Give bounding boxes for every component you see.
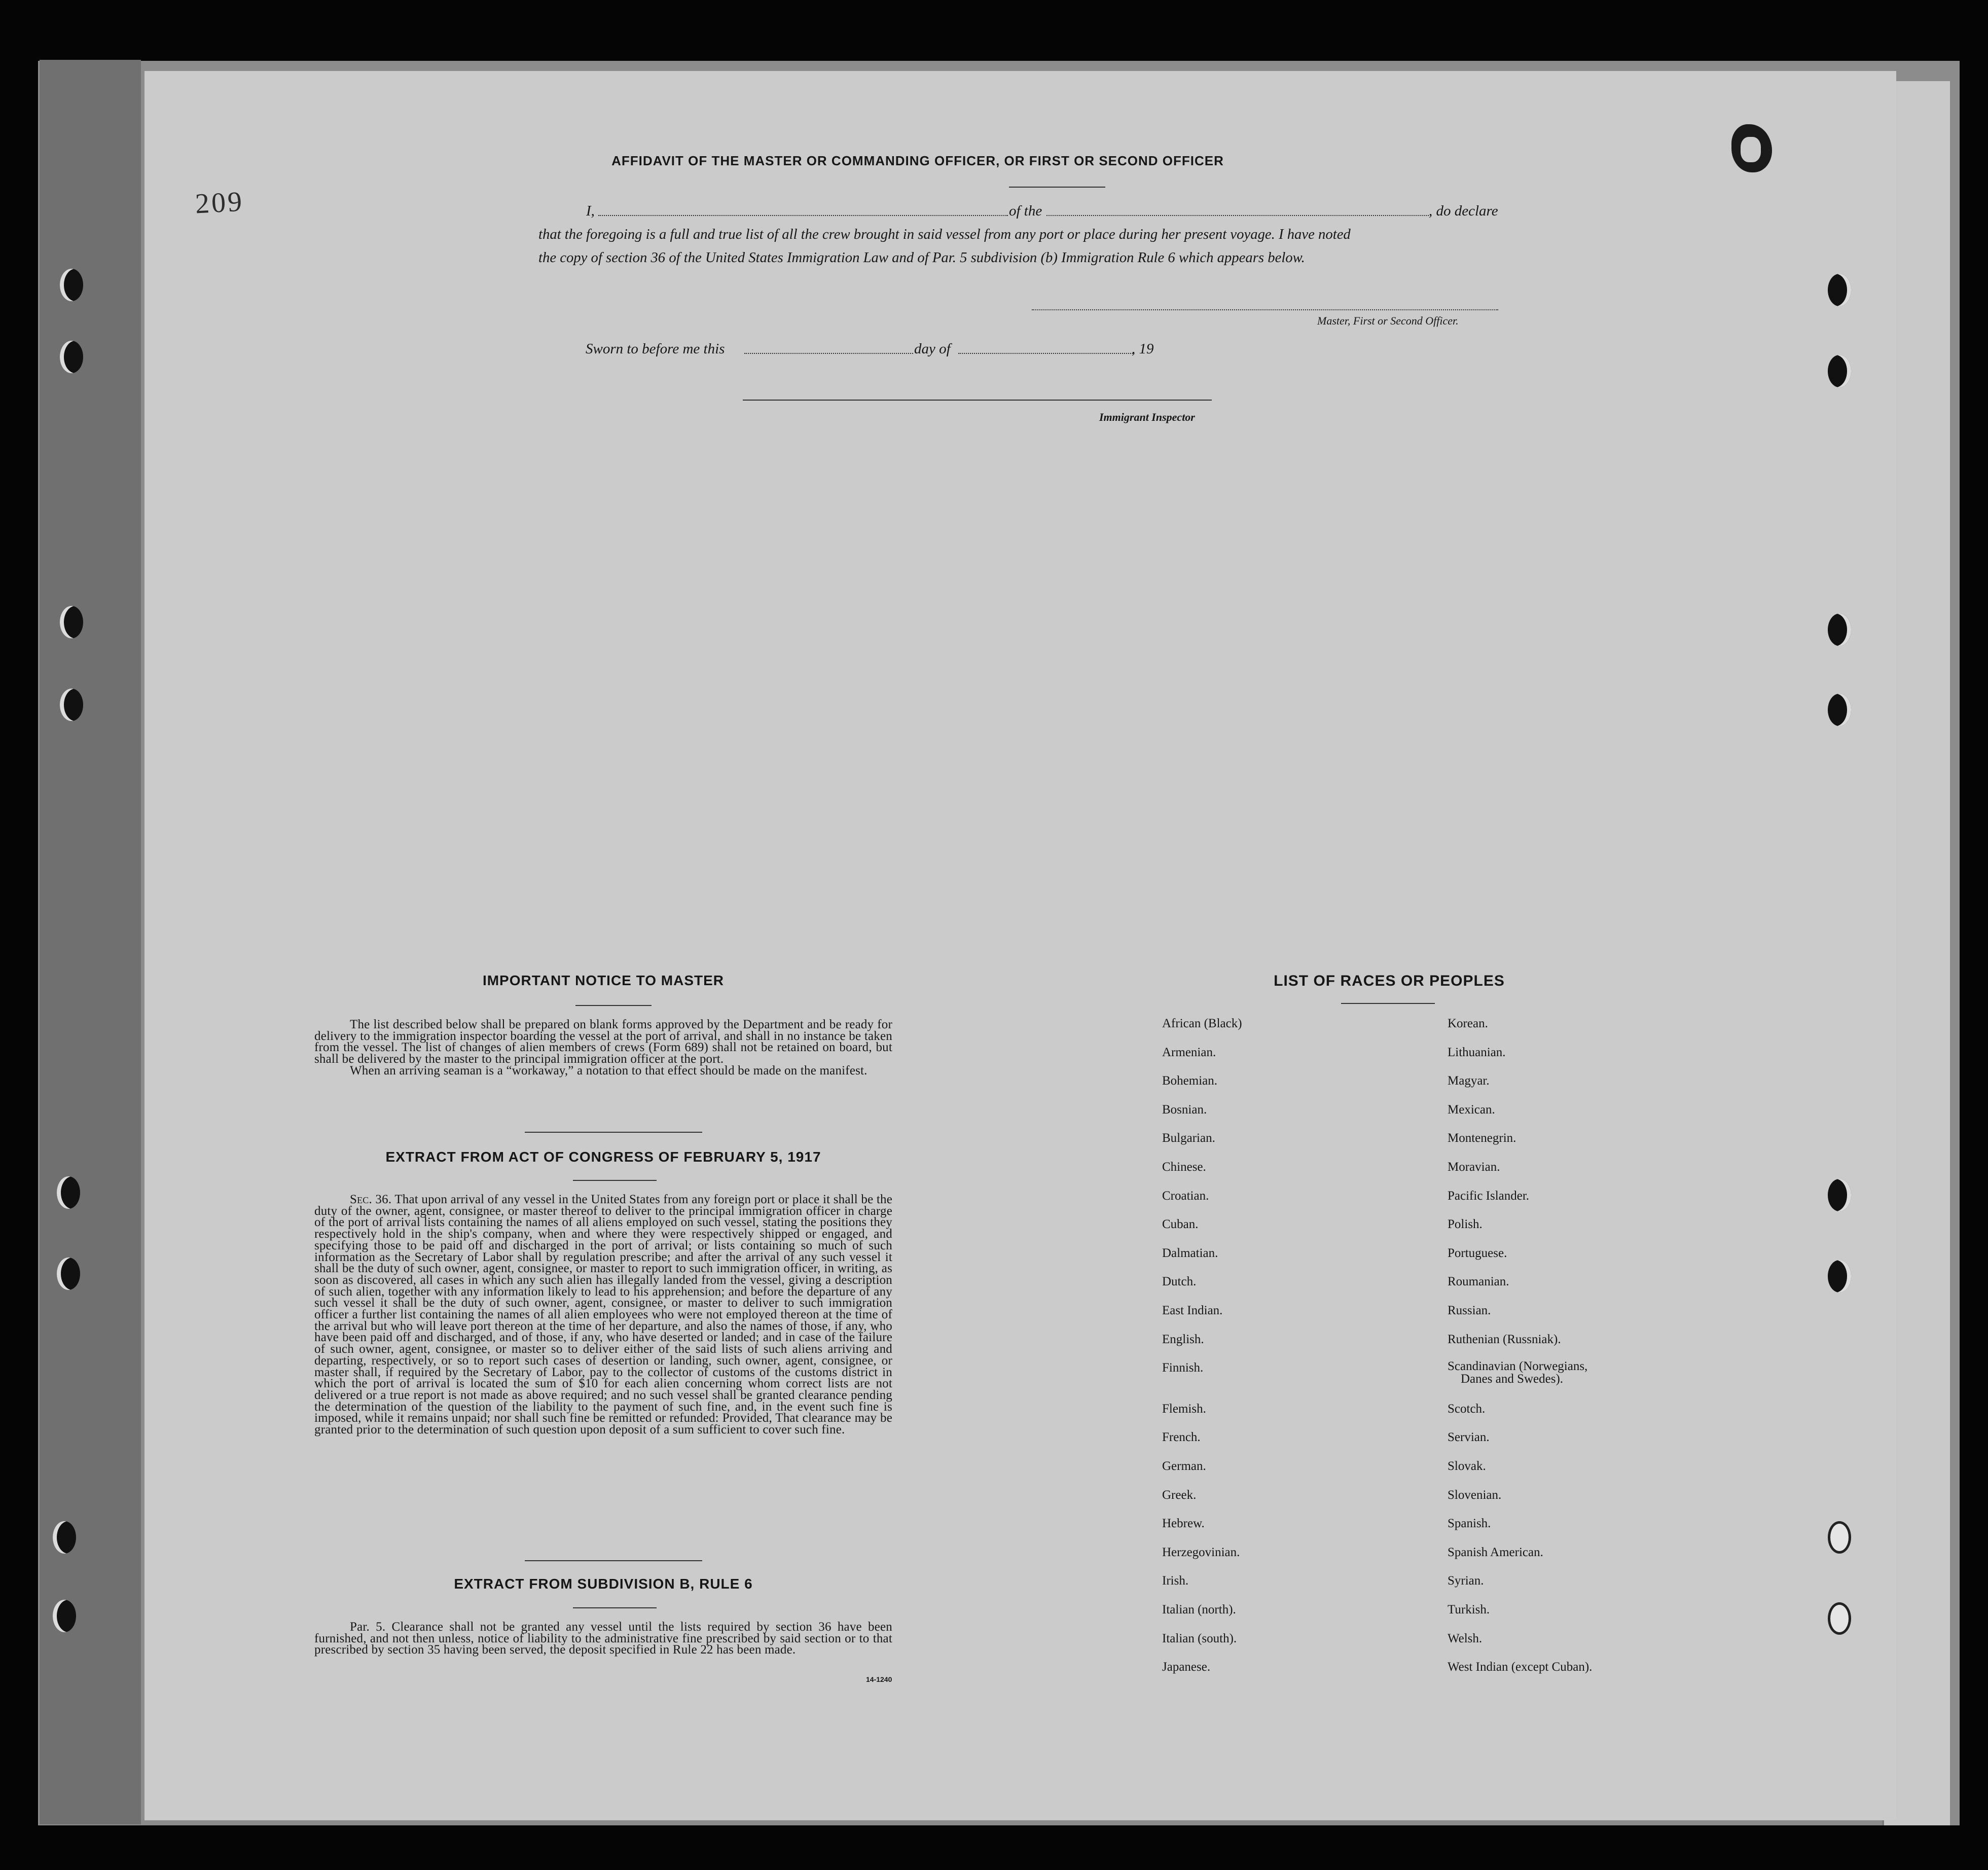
race-item: Bosnian. (1162, 1102, 1207, 1117)
race-item: French. (1162, 1430, 1201, 1445)
punch-hole-icon (60, 606, 83, 638)
race-item: Herzegovinian. (1162, 1545, 1240, 1559)
act-heading: EXTRACT FROM ACT OF CONGRESS OF FEBRUARY 5, 1917 (385, 1149, 821, 1165)
race-item: Scotch. (1448, 1401, 1486, 1416)
punch-hole-icon (60, 689, 83, 721)
affidavit-of-the: of the (1009, 203, 1042, 219)
rule-text: Par. 5. Clearance shall not be granted any vessel until the lists required by section 36 have been furnished, and not then unless, notice of liability to the administrative fine prescribed by said section or to that prescribed by section 35 having been served, the deposit specified in Rule 22 has been made. (314, 1620, 892, 1657)
section-divider (525, 1560, 702, 1561)
race-item: Cuban. (1162, 1217, 1199, 1232)
race-item: Bulgarian. (1162, 1131, 1215, 1145)
punch-hole-icon (1828, 355, 1851, 387)
race-item: Montenegrin. (1448, 1131, 1516, 1145)
race-item: Polish. (1448, 1217, 1483, 1232)
punch-hole-icon (1828, 614, 1851, 646)
race-item: Spanish. (1448, 1517, 1491, 1531)
race-item: Italian (north). (1162, 1603, 1236, 1616)
race-item: Hebrew. (1162, 1517, 1205, 1531)
rule-heading: EXTRACT FROM SUBDIVISION B, RULE 6 (454, 1576, 753, 1592)
race-item: African (Black) (1162, 1017, 1242, 1030)
race-item: Spanish American. (1448, 1545, 1543, 1559)
race-item: East Indian. (1162, 1304, 1223, 1317)
affidavit-line2: that the foregoing is a full and true list of all the crew brought in said vessel from any port or place during her present voyage. I have noted (538, 226, 1351, 242)
page-stamp-number: 209 (194, 186, 245, 220)
punch-hole-icon (1828, 1179, 1851, 1211)
sworn-day-blank (744, 353, 913, 354)
race-item: Syrian. (1448, 1574, 1484, 1588)
section-divider (525, 1132, 702, 1133)
rule-divider (573, 1607, 657, 1608)
punch-hole-icon (60, 269, 83, 301)
day-of-label: day of (914, 341, 951, 357)
punch-hole-icon (53, 1600, 76, 1632)
year-label: , 19 (1132, 341, 1154, 357)
race-item: Ruthenian (Russniak). (1448, 1332, 1561, 1346)
act-section-label: Sec. 36. (350, 1193, 392, 1206)
notice-paragraph-2: When an arriving seaman is a “workaway,” a notation to that effect should be made on the manifest. (350, 1063, 868, 1077)
inspector-caption: Immigrant Inspector (1099, 411, 1195, 423)
punch-hole-icon (1828, 274, 1851, 306)
race-item: Slovak. (1448, 1459, 1486, 1473)
race-item: Russian. (1448, 1304, 1491, 1317)
notice-paragraph-1: The list described below shall be prepared on blank forms approved by the Department and be ready for delivery to the immigration inspector boarding the vessel at the port of arrival, and shall in no instance be taken from the vessel. The list of changes of alien members of crews (Form 689) shall not be retained on board, but shall be delivered by the master to the principal immigration officer at the port. (314, 1018, 892, 1066)
race-item: Flemish. (1162, 1401, 1206, 1416)
affidavit-i: I, (586, 203, 595, 219)
notice-heading: IMPORTANT NOTICE TO MASTER (482, 973, 725, 988)
race-item: Mexican. (1448, 1102, 1495, 1117)
binding-strip (40, 60, 141, 1824)
sworn-month-blank (958, 353, 1133, 354)
rule-body (314, 1622, 892, 1656)
race-item: Finnish. (1162, 1361, 1204, 1375)
punch-hole-icon (1828, 1602, 1851, 1635)
title-divider (1009, 187, 1105, 188)
punch-hole-icon (60, 341, 83, 373)
race-item: Bohemian. (1162, 1074, 1218, 1088)
race-item: Pacific Islander. (1448, 1189, 1530, 1203)
race-item: Greek. (1162, 1488, 1197, 1502)
race-item: Dalmatian. (1162, 1246, 1218, 1260)
race-item: Croatian. (1162, 1189, 1209, 1203)
act-text: That upon arrival of any vessel in the United States from any foreign port or place it shall be the duty of the owner, agent, consignee, or master thereof to deliver to the principal immigration officer in charge of the port of arrival lists containing the names of all aliens employed on such vessel, stating the positions they respectively hold in the ship's company, when and where they were respectively shipped or engaged, and specifying those to be paid off and discharged in the port of arrival; or lists containing so much of such information as the Secretary of Labor shall by regulation prescribe; and after the arrival of any such vessel it shall be the duty of such owner, agent, consignee, or master to report to such immigration officer, in writing, as soon as discovered, all cases in which any such alien has illegally landed from the vessel, giving a description of such alien, together with any information likely to lead to his apprehension; and before the departure of any such vessel it shall be the duty of such owner, agent, consignee, or master to deliver to such immigration officer a further list containing the names of all alien employees who were not employed thereon at the time of the arrival but who will leave port thereon at the time of her departure, and also the names of those, if any, who have been paid off and discharged, and of those, if any, who have deserted or landed; and in case of the failure of such owner, agent, consignee, or master so to deliver either of the said lists of such aliens arriving and departing, respectively, or so to report such cases of desertion or landing, such owner, agent, consignee, or master shall, if required by the Secretary of Labor, pay to the collector of customs of the customs district in which the port of arrival is located the sum of $10 for each alien concerning whom correct lists are not delivered or a true report is not made as above required; and no such vessel shall be granted clearance pending the determination of the question of the liability to the payment of such fine, and, in the event such fine is imposed, while it remains unpaid; nor shall such fine be remitted or refunded: Provided, That clearance may be granted prior to the determination of such question upon deposit of a sum sufficient to cover such fine. (314, 1193, 893, 1437)
race-item: Chinese. (1162, 1160, 1206, 1174)
affidavit-declare: , do declare (1429, 203, 1498, 219)
name-blank (598, 215, 1008, 216)
race-item: Turkish. (1448, 1603, 1490, 1616)
affidavit-line3: the copy of section 36 of the United States Immigration Law and of Par. 5 subdivision (b) Immigration Rule 6 which appears below. (538, 249, 1305, 266)
race-item: Slovenian. (1448, 1488, 1502, 1502)
race-item: Moravian. (1448, 1160, 1500, 1174)
race-item: Armenian. (1162, 1045, 1216, 1059)
act-body (314, 1194, 892, 1436)
race-item: Welsh. (1448, 1631, 1483, 1645)
race-item: Italian (south). (1162, 1631, 1237, 1645)
punch-hole-icon (53, 1521, 76, 1554)
race-item: Danes and Swedes). (1461, 1372, 1564, 1386)
act-divider (573, 1180, 657, 1181)
sworn-label: Sworn to before me this (586, 341, 725, 357)
form-number: 14-1240 (866, 1675, 892, 1683)
notice-divider (575, 1005, 652, 1006)
race-item: Irish. (1162, 1574, 1189, 1588)
race-item: Korean. (1448, 1017, 1488, 1030)
master-caption: Master, First or Second Officer. (1317, 314, 1459, 327)
punch-hole-icon (1828, 1521, 1851, 1554)
punch-hole-icon (57, 1257, 80, 1290)
master-signature-line (1032, 309, 1498, 310)
race-item: German. (1162, 1459, 1206, 1473)
race-item: English. (1162, 1332, 1204, 1346)
race-item: Servian. (1448, 1430, 1490, 1445)
race-item: Portuguese. (1448, 1246, 1507, 1260)
race-item: Scandinavian (Norwegians, (1448, 1359, 1588, 1374)
race-item: Magyar. (1448, 1074, 1490, 1088)
punch-hole-icon (1828, 1260, 1851, 1292)
punch-hole-icon (1828, 694, 1851, 726)
race-item: Dutch. (1162, 1275, 1197, 1289)
document-page (144, 71, 1896, 1820)
race-item: Japanese. (1162, 1660, 1211, 1674)
race-item: West Indian (except Cuban). (1448, 1660, 1593, 1674)
races-divider (1341, 1003, 1435, 1004)
races-heading: LIST OF RACES OR PEOPLES (1274, 973, 1505, 989)
vessel-blank (1046, 215, 1429, 216)
punch-hole-icon (57, 1176, 80, 1209)
race-item: Roumanian. (1448, 1275, 1509, 1289)
notice-body (314, 1019, 892, 1077)
inspector-signature-line (743, 400, 1212, 401)
race-item: Lithuanian. (1448, 1045, 1506, 1059)
affidavit-title: AFFIDAVIT OF THE MASTER OR COMMANDING OFFICER, OR FIRST OR SECOND OFFICER (611, 153, 1224, 168)
